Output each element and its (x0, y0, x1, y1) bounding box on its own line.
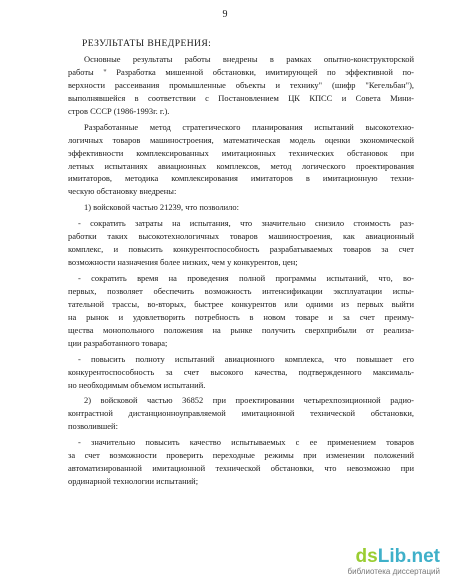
site-logo (356, 546, 440, 568)
logo-rest: Lib.net (377, 546, 440, 567)
text-line: Основные результаты работы внедрены в рамках опытно-конструкторской (84, 54, 414, 64)
list-item (68, 272, 414, 350)
text-line: выполнявшейся в соответствии с Постановлением ЦК КПСС и Совета Мини- (68, 92, 414, 103)
text-line: ции разработанного товара; (68, 337, 168, 348)
text-line: работы " Разработка мишенной обстановки, имитирующей по эффективной по- (68, 66, 414, 77)
text-line: но необходимым объемом испытаний. (68, 379, 206, 390)
text-line: 2) войсковой частью 36852 при проектировании четырехпозиционной радио- (84, 395, 414, 406)
logo-prefix: ds (355, 546, 378, 567)
paragraph (68, 201, 414, 214)
text-line: на рынок и удовлетворить потребность в новом товаре и за счет преиму- (68, 311, 414, 322)
paragraph (68, 394, 414, 433)
text-line: - сократить затраты на испытания, что значительно снизило стоимость раз- (78, 218, 414, 229)
text-line: - значительно повысить качество испытываемых с ее применением товаров (78, 437, 414, 448)
list-item (68, 436, 414, 488)
text-line: автоматизированной имитационной технической обстановки, что невозможно при (68, 463, 414, 474)
text-line: за счет возможности проверить переходные режимы при изменении положений (68, 450, 414, 461)
logo-subtitle: библиотека диссертаций (347, 567, 440, 576)
text-line: конкурентоспособность за счет высокого качества, подтвержденного максималь- (68, 366, 414, 377)
text-line: эффективности комплексированных имитационных технических обстановок при (68, 147, 414, 158)
list-item (68, 217, 414, 269)
text-line: позволившей: (68, 421, 118, 432)
text-line: Разработанные метод стратегического планирования испытаний высокотехно- (84, 121, 414, 132)
text-line: логичных товаров машиностроения, математическая модель оценки экономической (68, 134, 414, 145)
text-line: тательной трассы, во-вторых, быстрее конкурентов или одними из первых выйти (68, 298, 414, 309)
paragraph (68, 53, 414, 118)
text-line: - сократить время на проведения полной программы испытаний, что, во- (78, 273, 414, 283)
text-line: контрастной дистанционноуправляемой имитационной технической обстановки, (68, 408, 414, 419)
list-item (68, 353, 414, 392)
text-line: щества монопольного положения на рынке получить сверхприбыли от реализа- (68, 324, 414, 335)
text-line: имитаторов, методика комплексирования имитаторов в имитационную техни- (68, 173, 414, 184)
text-line: стров СССР (1986-1993г. г.). (68, 105, 170, 116)
text-line: комплекс, и повысить конкурентоспособность разрабатываемых товаров за счет (68, 244, 414, 255)
text-line: верхности рассеивания промышленные объекты и технику" (шифр "Кегельбан"), (68, 79, 414, 90)
page-number: 9 (222, 9, 228, 20)
text-line: первых, позволяет обеспечить возможность интенсификации эксплуатации испы- (68, 285, 414, 296)
section-title: РЕЗУЛЬТАТЫ ВНЕДРЕНИЯ: (82, 38, 212, 49)
text-line: работки таких высокотехнологичных товаров машиностроения, как авиационный (68, 231, 414, 242)
text-line: ординарной технологии испытаний; (68, 476, 199, 487)
text-line: ческую обстановку внедрены: (68, 186, 177, 197)
text-line: - повысить полноту испытаний авиационного комплекса, что повышает его (78, 353, 414, 364)
text-line: возможности назначения более низких, чем у конкурентов, цен; (68, 257, 298, 268)
watermark-logo (330, 546, 442, 576)
text-line: 1) войсковой частью 21239, что позволило: (84, 202, 239, 213)
text-line: летных испытаниях авиационных комплексов, метод логического проектирования (68, 160, 414, 171)
paragraph (68, 121, 414, 199)
document-body (68, 53, 414, 488)
